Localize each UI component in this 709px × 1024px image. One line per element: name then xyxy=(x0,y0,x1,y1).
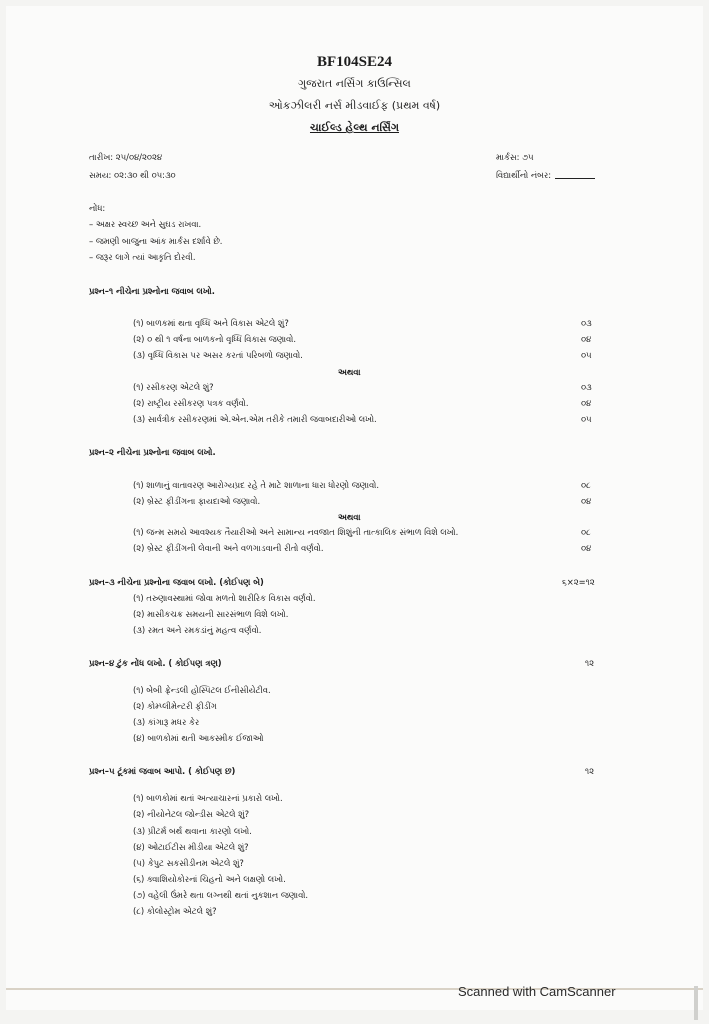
q1-or: અથવા xyxy=(338,367,361,377)
q2-item: (૨) બ્રેસ્ટ ફીડીંગના ફાયદાઓ જણાવો. xyxy=(133,496,261,506)
q5-item: (૪) ઓટાઈટીસ મીડીયા એટલે શું? xyxy=(133,842,249,852)
exam-paper xyxy=(6,6,703,1010)
q1-item: (૩) વૃધ્ધિ વિકાસ પર અસર કરતાં પરિબળો જણાવો. xyxy=(133,350,303,360)
note-item: – અક્ષર સ્વચ્છ અને સુઘડ રાખવા. xyxy=(89,219,202,229)
q1-alt-item: (૧) રસીકરણ એટલે શું? xyxy=(133,382,214,392)
q1-item-marks: ૦૫ xyxy=(581,350,592,360)
q4-marks: ૧૨ xyxy=(585,658,595,668)
q1-title: પ્રશ્ન–૧ નીચેના પ્રશ્નોના જવાબ લખો. xyxy=(89,286,215,296)
q3-title: પ્રશ્ન–૩ નીચેના પ્રશ્નોના જવાબ લખો. (કોઈપણ બે) xyxy=(89,577,264,587)
q1-item: (૧) બાળકમાં થતા વૃધ્ધિ અને વિકાસ એટલે શું? xyxy=(133,318,289,328)
q5-item: (૨) નીયોનેટલ જોન્ડીસ એટલે શું? xyxy=(133,809,250,819)
scanner-watermark: Scanned with CamScanner xyxy=(458,984,616,999)
q1-alt-item-marks: ૦૩ xyxy=(581,382,592,392)
notes-title: નોંધ: xyxy=(89,203,106,213)
q4-item: (૪) બાળકોમાં થતી આકસ્મીક ઈજાઓ xyxy=(133,733,264,743)
exam-time: સમય: ૦૨:૩૦ થી ૦૫:૩૦ xyxy=(89,170,176,180)
q1-alt-item: (૩) સાર્વત્રીક રસીકરણમાં એ.એન.એમ તરીકે તમારી જવાબદારીઓ લખો. xyxy=(133,414,377,424)
q3-item: (૩) રમત અને રમકડાંનું મહત્વ વર્ણવો. xyxy=(133,625,262,635)
subject-name: ચાઈલ્ડ હેલ્થ નર્સિંગ xyxy=(309,121,399,134)
course-name: ઓકઝીલરી નર્સ મીડવાઈફ (પ્રથમ વર્ષ) xyxy=(268,99,441,112)
note-item: – જરૂર લાગે ત્યાં આકૃતિ દોરવી. xyxy=(89,252,196,262)
paper-code: BF104SE24 xyxy=(316,54,392,70)
q4-item: (૩) કાંગારૂ મધર કેર xyxy=(133,717,200,727)
q3-marks: ૬×૨=૧૨ xyxy=(562,577,595,587)
q2-item: (૧) શાળાનું વાતાવરણ આરોગ્યપ્રદ રહે તે માટે શાળાના ધારા ધોરણો જણાવો. xyxy=(133,480,379,490)
q2-alt-item: (૨) બ્રેસ્ટ ફીડીંગની લેવાની અને વળગાડવાની રીતો વર્ણવો. xyxy=(133,543,324,553)
student-number-label: વિદ્યાર્થીનો નંબર: xyxy=(496,170,595,181)
q3-item: (૨) માસીકચક્ર સમયની સારસંભાળ વિશે લખો. xyxy=(133,609,289,619)
q5-item: (૫) કેપુટ સકસીડીનમ એટલે શું? xyxy=(133,858,244,868)
q5-item: (૩) પ્રીટર્મ બર્થ થવાના કારણો લખો. xyxy=(133,826,252,836)
q5-item: (૧) બાળકોમાં થતાં અત્યાચારનાં પ્રકારો લખો. xyxy=(133,793,283,803)
q1-item: (૨) ૦ થી ૧ વર્ષના બાળકનો વૃધ્ધિ વિકાસ જણાવો. xyxy=(133,334,297,344)
note-item: – જમણી બાજુના આંક માર્કસ દર્શાવે છે. xyxy=(89,236,223,246)
q5-item: (૬) ક્વાશિયોકોરનાં ચિહનો અને લક્ષણો લખો. xyxy=(133,874,286,884)
q5-item: (૮) કોલોસ્ટ્રોમ એટલે શું? xyxy=(133,906,217,916)
q2-item-marks: ૦૪ xyxy=(581,496,592,506)
q1-item-marks: ૦૩ xyxy=(581,318,592,328)
q2-alt-item: (૧) જન્મ સમયે આવશ્યક તૈયારીઓ અને સામાન્ય નવજાત શિશુંની તાત્કાલિક સંભાળ વિશે લખો. xyxy=(133,527,459,537)
q1-alt-item-marks: ૦૪ xyxy=(581,398,592,408)
total-marks: માર્કસ: ૭૫ xyxy=(496,152,534,162)
q1-item-marks: ૦૪ xyxy=(581,334,592,344)
q5-title: પ્રશ્ન–૫ ટૂંકમાં જવાબ આપો. ( કોઈપણ છ) xyxy=(89,766,236,776)
q4-item: (૨) કોમ્પ્લીમેન્ટરી ફીડીંગ xyxy=(133,701,217,711)
q1-alt-item: (૨) રાષ્ટ્રીય રસીકરણ પત્રક વર્ણવો. xyxy=(133,398,249,408)
exam-date: તારીખ: ૨૫/૦૪/૨૦૨૪ xyxy=(89,152,163,162)
q2-or: અથવા xyxy=(338,512,361,522)
council-name: ગુજરાત નર્સિંગ કાઉન્સિલ xyxy=(298,77,411,90)
q5-item: (૭) વહેલી ઉંમરે થતા લગ્નથી થતાં નુકશાન જણાવો. xyxy=(133,890,309,900)
q2-item-marks: ૦૮ xyxy=(581,480,591,490)
q1-alt-item-marks: ૦૫ xyxy=(581,414,592,424)
q2-alt-item-marks: ૦૪ xyxy=(581,543,592,553)
q4-title: પ્રશ્ન–૪ ટુંક નોંધ લખો. ( કોઈપણ ત્રણ) xyxy=(89,658,222,668)
q5-marks: ૧૨ xyxy=(585,766,595,776)
q2-alt-item-marks: ૦૮ xyxy=(581,527,591,537)
scan-corner-mark xyxy=(694,986,698,1020)
q2-title: પ્રશ્ન–૨ નીચેના પ્રશ્નોના જવાબ લખો. xyxy=(89,447,216,457)
q3-item: (૧) તરુણાવસ્થામાં જોવા મળતો શારીરિક વિકાસ વર્ણવો. xyxy=(133,593,316,603)
student-number-blank xyxy=(555,178,595,179)
q4-item: (૧) બેબી ફ્રેન્ડલી હોસ્પિટલ ઈનીસીયેટીવ. xyxy=(133,685,271,695)
